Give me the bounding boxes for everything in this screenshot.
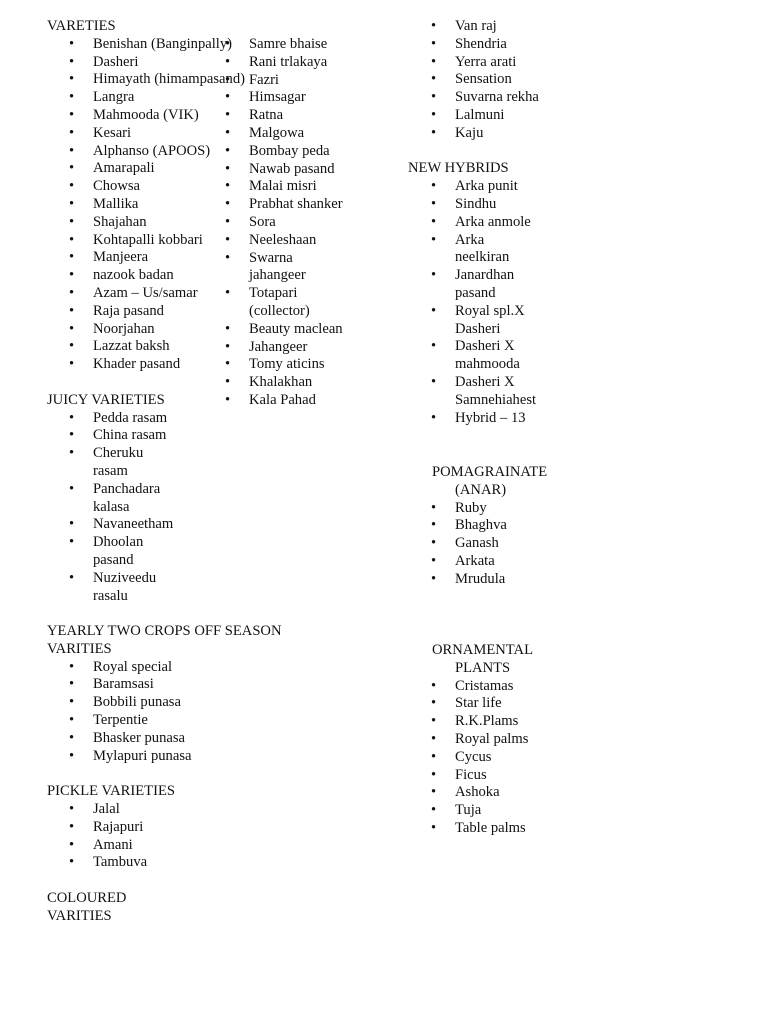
ornamental-plants-list	[431, 678, 631, 838]
list-item: • Amarapali	[47, 160, 247, 178]
list-item: • Ficus	[431, 767, 631, 785]
list-item: • Navaneetham	[47, 516, 177, 534]
right-column-top	[408, 18, 608, 427]
list-item: • Cycus	[431, 749, 631, 767]
list-item: • Nawab pasand	[225, 161, 350, 179]
list-item: • Ratna	[225, 107, 350, 125]
list-item: • Malai misri	[225, 178, 350, 196]
list-item: • Neeleshaan	[225, 232, 350, 250]
list-item: • Kaju	[431, 125, 608, 143]
right-column-bottom	[431, 464, 631, 838]
list-item: • China rasam	[47, 427, 177, 445]
list-item: • Rajapuri	[47, 819, 247, 837]
list-item: • Khalakhan	[225, 374, 350, 392]
list-item: • Panchadara kalasa	[47, 481, 177, 517]
pickle-varieties-heading: PICKLE VARIETIES	[47, 783, 175, 800]
list-item: • Dasheri X Samnehiahest	[431, 374, 541, 410]
list-item: • Himayath (himampasand)	[47, 71, 247, 89]
list-item: • Tomy aticins	[225, 356, 350, 374]
list-item: • Samre bhaise	[225, 36, 350, 54]
list-item: • Chowsa	[47, 178, 247, 196]
list-item: • Pedda rasam	[47, 410, 177, 428]
list-item: • Ganash	[431, 535, 631, 553]
list-item: • Tambuva	[47, 854, 247, 872]
list-item: • Prabhat shanker	[225, 196, 350, 214]
list-item: • Amani	[47, 837, 247, 855]
coloured-varieties-heading: COLOURED VARITIES	[47, 890, 127, 924]
list-item: • Alphanso (APOOS)	[47, 143, 247, 161]
list-item: • Bhaghva	[431, 517, 631, 535]
list-item: • Van raj	[431, 18, 608, 36]
list-item: • Sora	[225, 214, 350, 232]
list-item: • Royal palms	[431, 731, 631, 749]
list-item: • Mylapuri punasa	[47, 748, 247, 766]
list-item: • Nuziveedu rasalu	[47, 570, 177, 606]
list-item: • Rani trlakaya	[225, 54, 350, 72]
list-item: • Dhoolan pasand	[47, 534, 177, 570]
list-item: • nazook badan	[47, 267, 247, 285]
list-item: • R.K.Plams	[431, 713, 631, 731]
list-item: • Mahmooda (VIK)	[47, 107, 247, 125]
list-item: • Cristamas	[431, 678, 631, 696]
list-item: • Bhasker punasa	[47, 730, 247, 748]
yearly-crops-heading: YEARLY TWO CROPS OFF SEASON VARITIES	[47, 623, 282, 657]
list-item: • Terpentie	[47, 712, 247, 730]
list-item: • Manjeera	[47, 249, 247, 267]
list-item: • Sensation	[431, 71, 608, 89]
more-varieties-list	[431, 18, 608, 143]
list-item: • Kala Pahad	[225, 392, 350, 410]
list-item: • Lazzat baksh	[47, 338, 247, 356]
list-item: • Yerra arati	[431, 54, 608, 72]
list-item: • Jalal	[47, 801, 247, 819]
ornamental-plants-heading: ORNAMENTAL PLANTS	[432, 641, 533, 676]
list-item: • Arka anmole	[431, 214, 541, 232]
juicy-varieties-list	[47, 410, 177, 606]
list-item: • Baramsasi	[47, 676, 247, 694]
list-item: • Noorjahan	[47, 321, 247, 339]
list-item: • Malgowa	[225, 125, 350, 143]
list-item: • Beauty maclean	[225, 321, 350, 339]
list-item: • Fazri	[225, 72, 350, 90]
list-item: • Suvarna rekha	[431, 89, 608, 107]
list-item: • Shendria	[431, 36, 608, 54]
list-item: • Hybrid – 13	[431, 410, 541, 428]
list-item: • Arka neelkiran	[431, 232, 541, 268]
varieties-list-continued	[225, 36, 350, 410]
list-item: • Langra	[47, 89, 247, 107]
list-item: • Totapari (collector)	[225, 285, 350, 321]
list-item: • Khader pasand	[47, 356, 247, 374]
list-item: • Ruby	[431, 500, 631, 518]
list-item: • Raja pasand	[47, 303, 247, 321]
list-item: • Dasheri	[47, 54, 247, 72]
list-item: • Mallika	[47, 196, 247, 214]
list-item: • Table palms	[431, 820, 631, 838]
list-item: • Bobbili punasa	[47, 694, 247, 712]
list-item: • Shajahan	[47, 214, 247, 232]
pomagrainate-heading: POMAGRAINATE (ANAR)	[432, 464, 548, 498]
list-item: • Royal spl.X Dasheri	[431, 303, 541, 339]
list-item: • Mrudula	[431, 571, 631, 589]
list-item: • Ashoka	[431, 784, 631, 802]
list-item: • Himsagar	[225, 89, 350, 107]
yearly-crops-list	[47, 659, 247, 766]
list-item: • Dasheri X mahmooda	[431, 338, 541, 374]
list-item: • Sindhu	[431, 196, 541, 214]
middle-column	[225, 36, 350, 410]
list-item: • Star life	[431, 695, 631, 713]
pomagrainate-list	[431, 500, 631, 589]
new-hybrids-list	[431, 178, 541, 427]
pickle-varieties-list	[47, 801, 247, 872]
list-item: • Bombay peda	[225, 143, 350, 161]
varieties-heading: VARETIES	[47, 18, 116, 34]
list-item: • Cheruku rasam	[47, 445, 177, 481]
new-hybrids-heading: NEW HYBRIDS	[408, 160, 509, 177]
varieties-list	[47, 36, 247, 374]
juicy-varieties-heading: JUICY VARIETIES	[47, 391, 165, 408]
list-item: • Kesari	[47, 125, 247, 143]
list-item: • Tuja	[431, 802, 631, 820]
list-item: • Swarna jahangeer	[225, 250, 350, 286]
list-item: • Arka punit	[431, 178, 541, 196]
list-item: • Janardhan pasand	[431, 267, 541, 303]
list-item: • Benishan (Banginpally)	[47, 36, 247, 54]
list-item: • Kohtapalli kobbari	[47, 232, 247, 250]
list-item: • Royal special	[47, 659, 247, 677]
list-item: • Lalmuni	[431, 107, 608, 125]
list-item: • Arkata	[431, 553, 631, 571]
list-item: • Azam – Us/samar	[47, 285, 247, 303]
list-item: • Jahangeer	[225, 339, 350, 357]
